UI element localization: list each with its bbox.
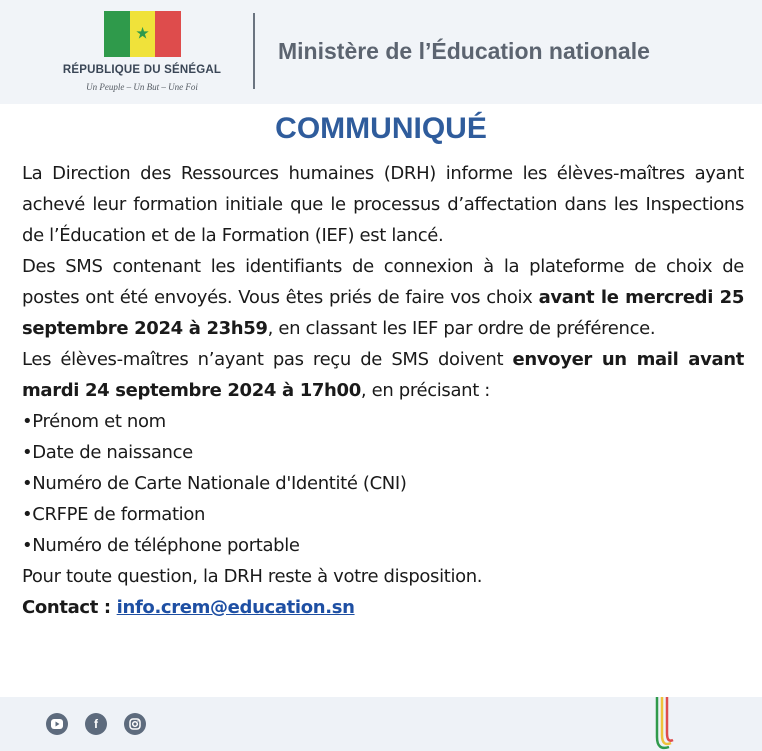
ministry-title: Ministère de l’Éducation nationale — [278, 38, 650, 64]
instagram-icon[interactable] — [124, 713, 146, 735]
flag-yellow-band — [130, 11, 156, 57]
deadline-choice: avant le mercredi 25 septembre 2024 à 23h59 — [22, 287, 744, 339]
national-motto: Un Peuple – Un But – Une Foi — [86, 82, 198, 92]
list-item: •Numéro de Carte Nationale d'Identité (CNI) — [22, 473, 407, 494]
paragraph-3-end: , en précisant : — [360, 380, 490, 401]
deadline-mail: envoyer un mail avant mardi 24 septembre 2024 à 17h00 — [22, 349, 744, 401]
closing-text: Pour toute question, la DRH reste à votre disposition. — [22, 566, 483, 587]
list-item: •CRFPE de formation — [22, 504, 206, 525]
header-divider — [253, 13, 255, 89]
list-item: •Prénom et nom — [22, 411, 166, 432]
flag-green-band — [104, 11, 130, 57]
paragraph-3 — [22, 344, 744, 406]
page-title: COMMUNIQUÉ — [275, 112, 487, 145]
footer-bar — [0, 697, 762, 751]
contact-line — [22, 592, 744, 623]
contact-label: Contact : — [22, 597, 117, 618]
youtube-icon[interactable] — [46, 713, 68, 735]
paragraph-2 — [22, 251, 744, 344]
paragraph-1: La Direction des Ressources humaines (DRH) informe les élèves-maîtres ayant achevé leur formation initiale que le processus d’affectation dans les Inspections de l’Éducation et de la Formation (IEF) est lancé. — [22, 163, 744, 246]
flag-red-band — [155, 11, 181, 57]
paragraph-2-text: Des SMS contenant les identifiants de connexion à la plateforme de choix de postes ont été envoyés. Vous êtes priés de faire vos choix — [22, 256, 744, 308]
flag-star-icon: ★ — [135, 23, 150, 43]
communique-body — [22, 158, 744, 623]
republic-name: RÉPUBLIQUE DU SÉNÉGAL — [62, 64, 222, 76]
brand-mark-icon — [651, 697, 681, 751]
paragraph-3-text: Les élèves-maîtres n’ayant pas reçu de SMS doivent — [22, 349, 513, 370]
facebook-icon[interactable]: f — [85, 713, 107, 735]
senegal-flag-icon — [104, 11, 181, 57]
header-banner — [0, 0, 762, 104]
list-item: •Numéro de téléphone portable — [22, 535, 300, 556]
list-item: •Date de naissance — [22, 442, 193, 463]
contact-email-link[interactable]: info.crem@education.sn — [116, 597, 355, 618]
paragraph-2-end: , en classant les IEF par ordre de préférence. — [267, 318, 656, 339]
